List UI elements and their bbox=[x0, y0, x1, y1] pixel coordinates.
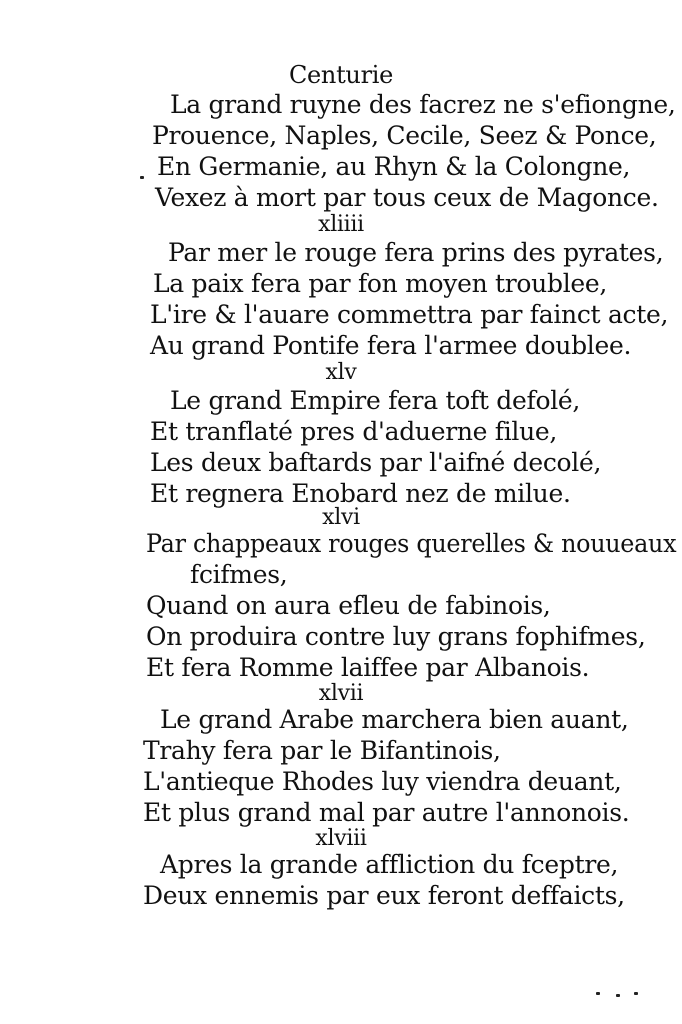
verse-line: Et fera Romme laiffee par Albanois. bbox=[146, 653, 590, 682]
verse-line: Et tranflaté pres d'aduerne filue, bbox=[150, 417, 558, 446]
verse-line: Par chappeaux rouges querelles & nouueaux bbox=[146, 529, 677, 558]
quatrain-number: xlvii bbox=[318, 681, 364, 706]
verse-line: Apres la grande affliction du fceptre, bbox=[160, 850, 619, 879]
verse-line: On produira contre luy grans fophifmes, bbox=[146, 622, 646, 651]
verse-line: fcifmes, bbox=[190, 560, 288, 589]
verse-line: Et regnera Enobard nez de milue. bbox=[150, 479, 571, 508]
verse-line: L'ire & l'auare commettra par fainct acte, bbox=[150, 300, 669, 329]
verse-line: Et plus grand mal par autre l'annonois. bbox=[143, 798, 630, 827]
ink-speck bbox=[616, 994, 620, 997]
quatrain-number: xlv bbox=[325, 360, 357, 385]
verse-line: L'antieque Rhodes luy viendra deuant, bbox=[143, 767, 622, 796]
verse-line: Prouence, Naples, Cecile, Seez & Ponce, bbox=[152, 121, 657, 150]
verse-line: Deux ennemis par eux feront deffaicts, bbox=[143, 881, 625, 910]
running-header: Centurie bbox=[288, 61, 394, 89]
quatrain-number: xliiii bbox=[318, 212, 364, 237]
verse-line: Quand on aura efleu de fabinois, bbox=[146, 591, 551, 620]
verse-line: En Germanie, au Rhyn & la Colongne, bbox=[157, 152, 631, 181]
ink-speck bbox=[634, 992, 638, 995]
ink-speck bbox=[596, 992, 600, 995]
ink-speck bbox=[140, 176, 144, 179]
quatrain-number: xlviii bbox=[315, 826, 367, 851]
quatrain-number: xlvi bbox=[322, 505, 360, 530]
verse-line: Vexez à mort par tous ceux de Magonce. bbox=[155, 183, 659, 212]
verse-line: Trahy fera par le Bifantinois, bbox=[143, 736, 501, 765]
verse-line: Par mer le rouge fera prins des pyrates, bbox=[168, 238, 664, 267]
verse-line: La paix fera par fon moyen troublee, bbox=[153, 269, 608, 298]
verse-line: Au grand Pontife fera l'armee doublee. bbox=[150, 331, 632, 360]
verse-line: Les deux baftards par l'aifné decolé, bbox=[150, 448, 602, 477]
verse-line: Le grand Arabe marchera bien auant, bbox=[160, 705, 629, 734]
verse-line: Le grand Empire fera toft defolé, bbox=[170, 386, 581, 415]
verse-line: La grand ruyne des facrez ne s'efiongne, bbox=[170, 90, 676, 119]
